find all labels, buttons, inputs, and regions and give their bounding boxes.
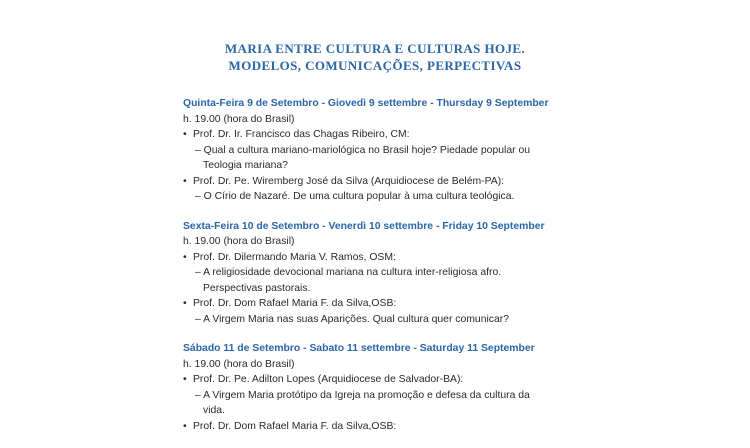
talk-topic: – A religiosidade devocional mariana na cultura inter-religiosa afro. Perspectivas pastorais. [183, 265, 548, 296]
speaker-item [183, 127, 548, 143]
day-heading: Quinta-Feira 9 de Setembro - Giovedì 9 settembre - Thursday 9 September [183, 98, 549, 109]
bullet-icon: • [183, 298, 187, 309]
speaker-item [183, 296, 548, 312]
talk-topic: – Qual a cultura mariano-mariológica no Brasil hoje? Piedade popular ou Teologia mariana? [183, 143, 548, 174]
speaker-name: Prof. Dr. Dilermando Maria V. Ramos, OSM: [193, 251, 396, 263]
day-block-saturday [183, 341, 548, 434]
speaker-item [183, 174, 548, 190]
session-time: h. 19.00 (hora do Brasil) [183, 113, 295, 125]
speaker-name: Prof. Dr. Pe. Wiremberg José da Silva (Arquidiocese de Belém-PA): [193, 175, 505, 187]
day-heading: Sexta-Feira 10 de Setembro - Venerdì 10 settembre - Friday 10 September [183, 220, 545, 232]
bullet-icon: • [183, 175, 187, 187]
day-block-friday [183, 219, 548, 328]
page-title [0, 40, 750, 74]
schedule [183, 96, 548, 448]
session-time: h. 19.00 (hora do Brasil) [183, 358, 295, 370]
day-heading: Sábado 11 de Setembro - Sabato 11 settembre - Saturday 11 September [183, 343, 535, 354]
speaker-name: Prof. Dr. Pe. Adilton Lopes (Arquidiocese de Salvador-BA): [193, 374, 464, 385]
title-line-1: MARIA ENTRE CULTURA E CULTURAS HOJE. [224, 41, 526, 56]
talk-topic: – O Círio de Nazaré. De uma cultura popular à uma cultura teológica. [183, 189, 548, 205]
speaker-item [183, 419, 548, 435]
speaker-item [183, 250, 548, 266]
day-block-thursday [183, 96, 548, 205]
talk-topic: – A Virgem Maria protótipo da Igreja na promoção e defesa da cultura da vida. [183, 388, 548, 419]
bullet-icon: • [183, 420, 187, 432]
bullet-icon: • [183, 129, 187, 140]
speaker-name: Prof. Dr. Ir. Francisco das Chagas Ribeiro, CM: [193, 129, 410, 140]
title-line-2: MODELOS, COMUNICAÇÕES, PERPECTIVAS [228, 58, 522, 73]
speaker-item [183, 372, 548, 388]
speaker-name: Prof. Dr. Dom Rafael Maria F. da Silva,OSB: [193, 298, 397, 309]
bullet-icon: • [183, 374, 187, 385]
talk-topic: – A Virgem Maria nas suas Aparições. Qual cultura quer comunicar? [183, 312, 548, 328]
session-time: h. 19.00 (hora do Brasil) [183, 236, 295, 247]
bullet-icon: • [183, 251, 187, 263]
speaker-name: Prof. Dr. Dom Rafael Maria F. da Silva,OSB: [193, 420, 397, 432]
